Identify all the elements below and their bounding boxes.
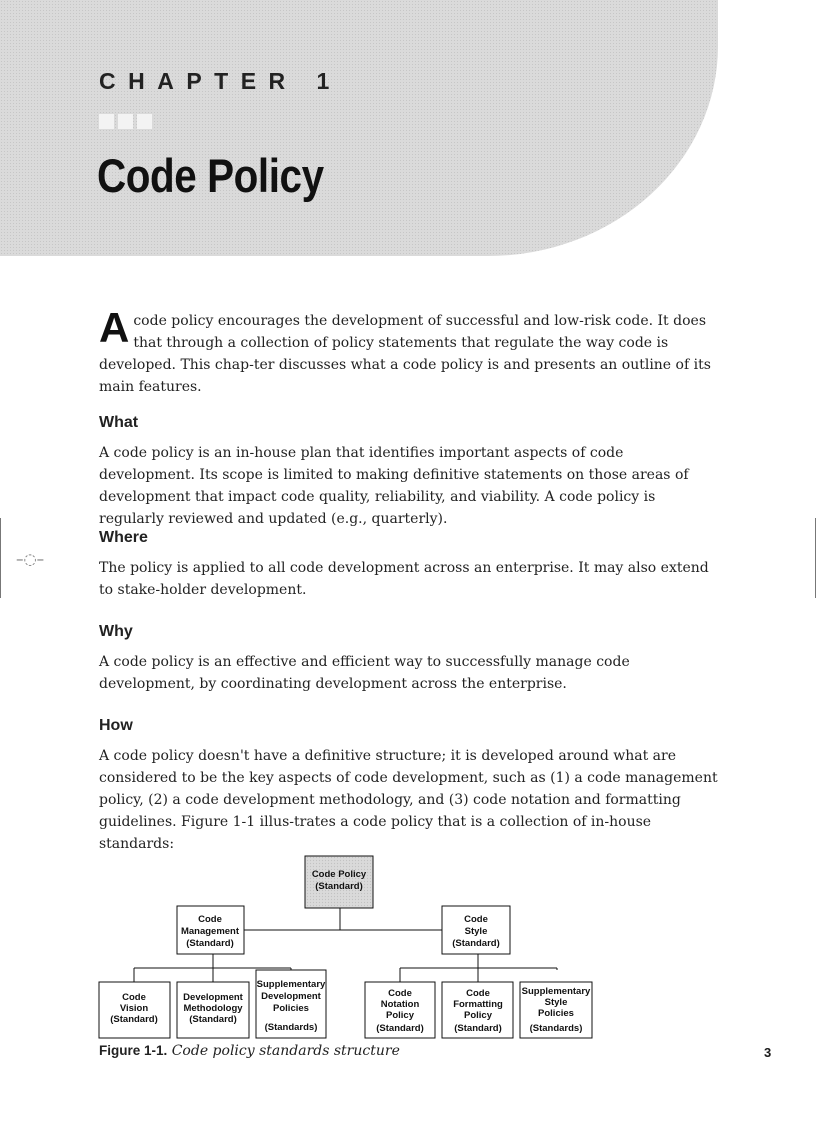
diagram-box-code-formatting-policy: [442, 982, 513, 1038]
box-line: Methodology: [183, 1003, 243, 1014]
diagram-box-supplementary-development-policies: [256, 970, 326, 1038]
section-heading-how: How: [99, 717, 133, 734]
section-heading-why: Why: [99, 623, 133, 640]
box-line: Policy: [386, 1010, 414, 1021]
box-line: Policies: [538, 1008, 574, 1019]
section-body-why: A code policy is an effective and efficient way to successfully manage code development, by coordinating development across the enterprise.: [99, 654, 630, 692]
box-line: Policy: [464, 1010, 492, 1021]
chapter-title: Code Policy: [97, 149, 324, 202]
box-line: Style: [464, 926, 488, 937]
box-line: Development: [183, 992, 243, 1003]
box-line: (Standard): [315, 881, 363, 892]
box-line: (Standard): [452, 938, 500, 949]
box-line: Code: [122, 992, 146, 1003]
figure-label: Figure 1-1.: [99, 1043, 168, 1058]
box-line: (Standard): [454, 1023, 502, 1034]
diagram-box-development-methodology: [177, 982, 249, 1038]
box-line: Supplementary: [256, 979, 326, 990]
code-policy-diagram: [0, 850, 816, 1042]
diagram-box-supplementary-style-policies: [520, 982, 592, 1038]
drop-cap: A: [99, 304, 130, 351]
diagram-box-code-style: [442, 906, 510, 954]
chapter-label: CHAPTER 1: [99, 68, 342, 94]
box-line: Vision: [119, 1003, 149, 1014]
page-number: 3: [764, 1045, 772, 1060]
crop-line-left: [0, 518, 1, 598]
section-heading-what: What: [99, 414, 139, 431]
box-line: (Standard): [110, 1014, 158, 1025]
box-line: (Standard): [186, 938, 234, 949]
box-line: Code: [466, 988, 490, 999]
box-line: Notation: [380, 999, 420, 1010]
intro-text: code policy encourages the development of successful and low-risk code. It does that through a collection of policy statements that regulate the way code is developed. This chap-ter discusses what a code policy is and presents an outline of its main features.: [99, 313, 711, 395]
section-body-where: The policy is applied to all code development across an enterprise. It may also extend to stake-holder development.: [99, 560, 709, 598]
section-body-how: A code policy doesn't have a definitive structure; it is developed around what are considered to be the key aspects of code development, such as (1) a code management policy, (2) a code development methodology, and (3) code notation and formatting guidelines. Figure 1-1 illus-trates a code policy that is a collection of in-house standards:: [99, 748, 718, 852]
box-line: Supplementary: [521, 986, 591, 997]
box-line: (Standard): [376, 1023, 424, 1034]
box-line: Code: [198, 914, 222, 925]
box-line: Development: [261, 991, 321, 1002]
box-line: Policies: [273, 1003, 309, 1014]
box-line: Formatting: [453, 999, 503, 1010]
diagram-box-code-vision: [99, 982, 170, 1038]
box-line: (Standards): [529, 1023, 583, 1034]
intro-paragraph: [99, 304, 721, 398]
diagram-box-code-management: [177, 906, 244, 954]
section-body-what: A code policy is an in-house plan that identifies important aspects of code development. Its scope is limited to making definitive statements on those areas of development that impact code quality, reliability, and viability. A code policy is regularly reviewed and updated (e.g., quarterly).: [99, 445, 689, 527]
box-line: Style: [544, 997, 568, 1008]
figure-caption-text: Code policy standards structure: [171, 1043, 400, 1059]
chapter-ornament: [99, 114, 156, 133]
diagram-box-code-notation-policy: [365, 982, 435, 1038]
box-line: Management: [180, 926, 240, 937]
box-line: Code: [388, 988, 412, 999]
crop-mark-icon: –◌–: [16, 550, 45, 568]
diagram-box-code-policy: [305, 856, 373, 908]
box-line: Code Policy: [311, 869, 367, 880]
box-line: (Standard): [189, 1014, 237, 1025]
box-line: (Standards): [264, 1022, 318, 1033]
figure-caption: [99, 1043, 400, 1059]
box-line: Code: [464, 914, 488, 925]
section-heading-where: Where: [99, 529, 148, 546]
